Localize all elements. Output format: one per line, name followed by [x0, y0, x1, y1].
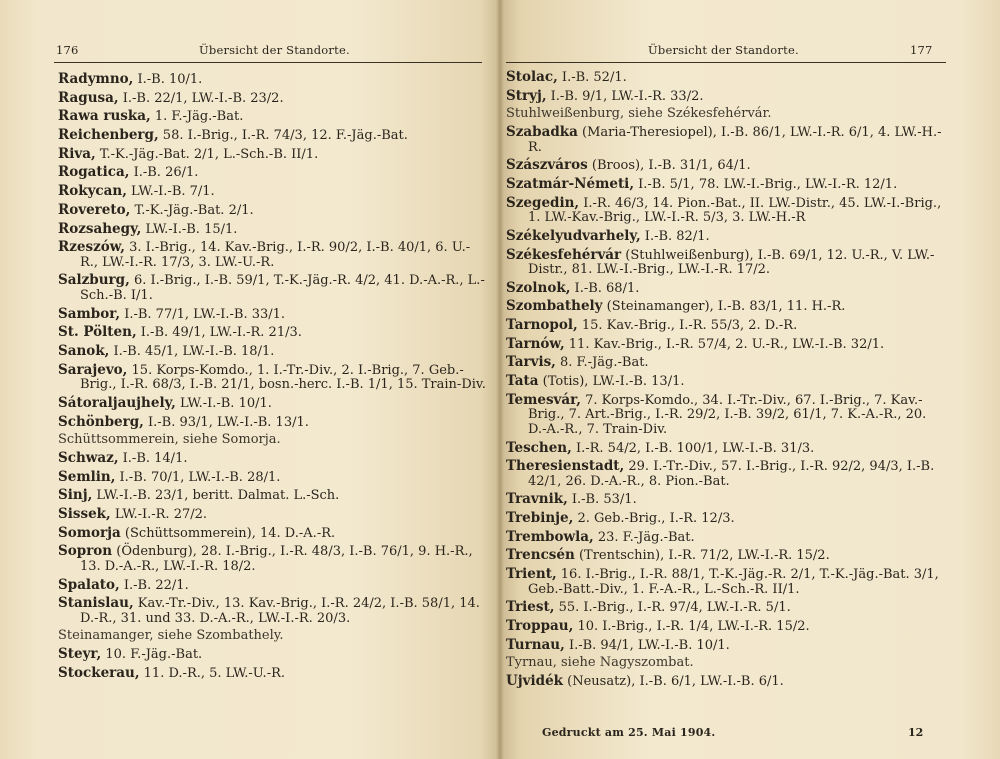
entry-place-name: Schwaz, — [58, 449, 119, 466]
entry-units: I.-B. 49/1, LW.-I.-R. 21/3. — [136, 325, 302, 341]
index-entry — [506, 459, 944, 489]
entry-units: I.-R. 46/3, 14. Pion.-Bat., II. LW.-Distr., 45. LW.-I.-Brig., 1. LW.-Kav.-Brig., LW.-I.-R. 5/3, 3. LW.-H.-R — [528, 195, 942, 226]
entry-units: 1. F.-Jäg.-Bat. — [150, 109, 244, 125]
entry-place-name: Travnik, — [506, 491, 568, 508]
entry-place-name: Riva, — [58, 145, 96, 162]
index-entry — [58, 544, 486, 574]
entry-place-name: Stryj, — [506, 87, 547, 104]
index-entry — [58, 451, 486, 467]
entry-units: 11. Kav.-Brig., I.-R. 57/4, 2. U.-R., LW.-I.-B. 32/1. — [564, 336, 885, 352]
entry-place-name: Szombathely — [506, 298, 603, 315]
entry-units: (Ödenburg), 28. I.-Brig., I.-R. 48/3, I.-B. 76/1, 9. H.-R., 13. D.-A.-R., LW.-I.-R. 18/2. — [80, 544, 473, 574]
left-header-rule — [54, 62, 482, 63]
entry-units: (Totis), LW.-I.-B. 13/1. — [538, 374, 685, 390]
entry-place-name: Reichenberg, — [58, 127, 159, 144]
index-entry — [58, 147, 486, 163]
entry-units: I.-B. 82/1. — [640, 228, 710, 244]
index-entry — [58, 578, 486, 594]
entry-place-name: Schönberg, — [58, 413, 144, 430]
index-entry — [506, 318, 944, 334]
index-entry — [506, 229, 944, 245]
entry-place-name: Steyr, — [58, 646, 102, 663]
entry-place-name: Rawa ruska, — [58, 108, 151, 125]
entry-units: Schüttsommerein, siehe Somorja. — [58, 432, 281, 448]
index-entry — [506, 656, 944, 671]
entry-units: LW.-I.-B. 10/1. — [175, 395, 272, 411]
index-entry — [506, 511, 944, 527]
entry-units: 15. Kav.-Brig., I.-R. 55/3, 2. D.-R. — [577, 318, 798, 334]
entry-place-name: Sanok, — [58, 342, 110, 359]
entry-place-name: Stolac, — [506, 69, 558, 85]
entry-units: (Maria-Theresiopel), I.-B. 86/1, LW.-I.-R. 6/1, 4. LW.-H.-R. — [528, 125, 942, 155]
index-entry — [506, 70, 944, 86]
entry-units: (Schüttsommerein), 14. D.-A.-R. — [120, 525, 336, 541]
entry-place-name: Sambor, — [58, 305, 121, 322]
index-entry — [58, 596, 486, 626]
entry-units: 3. I.-Brig., 14. Kav.-Brig., I.-R. 90/2, I.-B. 40/1, 6. U.-R., LW.-I.-R. 17/3, 3. LW.-U.-R. — [80, 240, 471, 270]
entry-units: (Broos), I.-B. 31/1, 64/1. — [587, 158, 751, 174]
entry-place-name: Szászváros — [506, 157, 588, 174]
index-entry — [506, 530, 944, 546]
entry-units: I.-B. 68/1. — [570, 280, 640, 296]
entry-units: I.-B. 45/1, LW.-I.-B. 18/1. — [109, 343, 275, 359]
entry-units: T.-K.-Jäg.-Bat. 2/1, L.-Sch.-B. II/1. — [95, 146, 319, 162]
entry-units: 23. F.-Jäg.-Bat. — [593, 529, 695, 545]
index-entry — [506, 107, 944, 122]
entry-units: I.-B. 93/1, LW.-I.-B. 13/1. — [143, 414, 309, 430]
signature-mark: 12 — [908, 726, 924, 739]
index-entry — [506, 125, 944, 155]
entry-place-name: Stanislau, — [58, 595, 134, 612]
entry-units: LW.-I.-B. 15/1. — [141, 221, 238, 237]
entry-units: I.-B. 53/1. — [567, 492, 637, 508]
entry-place-name: Tarnów, — [506, 335, 565, 352]
index-entry — [58, 363, 486, 393]
entry-units: (Steinamanger), I.-B. 83/1, 11. H.-R. — [602, 299, 846, 315]
entry-units: (Trentschin), I.-R. 71/2, LW.-I.-R. 15/2. — [574, 548, 830, 564]
entry-units: 8. F.-Jäg.-Bat. — [555, 355, 649, 371]
right-running-title: Übersicht der Standorte. — [648, 43, 799, 57]
entry-units: I.-R. 54/2, I.-B. 100/1, LW.-I.-B. 31/3. — [571, 440, 815, 456]
entry-place-name: Stockerau, — [58, 664, 140, 681]
entry-place-name: Tarvis, — [506, 354, 556, 371]
entry-place-name: Sinj, — [58, 487, 93, 504]
entry-units: 2. Geb.-Brig., I.-R. 12/3. — [573, 511, 735, 527]
index-entry — [58, 184, 486, 200]
entry-units: 7. Korps-Komdo., 34. I.-Tr.-Div., 67. I.-Brig., 7. Kav.-Brig., 7. Art.-Brig., I.-R. 29/2, I.-B. 39/2, 61/1, 7. K.-A.-R., 20. D.-A.-R., 7. Train-Div. — [528, 392, 927, 437]
entry-units: 10. F.-Jäg.-Bat. — [101, 647, 203, 663]
index-entry — [506, 638, 944, 654]
entry-place-name: Triest, — [506, 599, 555, 616]
print-date-note: Gedruckt am 25. Mai 1904. — [542, 726, 716, 739]
entry-place-name: Spalato, — [58, 576, 120, 593]
index-entry — [58, 647, 486, 663]
entry-place-name: Rogatica, — [58, 164, 130, 181]
entry-units: I.-B. 9/1, LW.-I.-R. 33/2. — [546, 88, 704, 104]
entry-place-name: Theresienstadt, — [506, 458, 625, 475]
index-entry — [58, 91, 486, 107]
entry-units: 16. I.-Brig., I.-R. 88/1, T.-K.-Jäg.-R. 2/1, T.-K.-Jäg.-Bat. 3/1, Geb.-Batt.-Div., 1. F.-A.-R., L.-Sch.-R. II/1. — [528, 567, 939, 597]
entry-place-name: Székelyudvarhely, — [506, 227, 641, 244]
index-entry — [58, 488, 486, 504]
entry-units: (Stuhlweißenburg), I.-B. 69/1, 12. U.-R., V. LW.-Distr., 81. LW.-I.-Brig., LW.-I.-R. 17/2. — [528, 247, 935, 277]
index-entry — [506, 393, 944, 438]
index-entry — [58, 203, 486, 219]
index-entry — [506, 600, 944, 616]
entry-units: I.-B. 26/1. — [129, 165, 199, 181]
entry-place-name: Székesfehérvár — [506, 246, 622, 263]
entry-units: Stuhlweißenburg, siehe Székesfehérvár. — [506, 106, 772, 122]
entry-place-name: Szegedin, — [506, 194, 580, 211]
index-entry — [506, 441, 944, 457]
entry-units: 58. I.-Brig., I.-R. 74/3, 12. F.-Jäg.-Bat. — [158, 128, 408, 144]
entry-units: I.-B. 52/1. — [557, 70, 627, 85]
index-entry — [58, 507, 486, 523]
left-page-number: 176 — [56, 43, 79, 57]
index-entry — [58, 240, 486, 270]
right-header-rule — [506, 62, 946, 63]
entry-place-name: Rovereto, — [58, 201, 131, 218]
index-entry — [58, 415, 486, 431]
entry-place-name: Rzeszów, — [58, 239, 125, 256]
left-entry-list — [58, 72, 486, 684]
entry-place-name: Sarajevo, — [58, 361, 128, 378]
index-entry — [506, 281, 944, 297]
index-entry — [58, 273, 486, 303]
entry-units: LW.-I.-B. 23/1, beritt. Dalmat. L.-Sch. — [92, 488, 340, 504]
index-entry — [58, 222, 486, 238]
index-entry — [506, 619, 944, 635]
entry-units: (Neusatz), I.-B. 6/1, LW.-I.-B. 6/1. — [563, 674, 784, 690]
index-entry — [506, 355, 944, 371]
entry-place-name: Turnau, — [506, 636, 565, 653]
index-entry — [506, 158, 944, 174]
index-entry — [58, 629, 486, 644]
entry-units: I.-B. 70/1, LW.-I.-B. 28/1. — [115, 469, 281, 485]
entry-units: I.-B. 22/1, LW.-I.-B. 23/2. — [118, 90, 284, 106]
index-entry — [58, 470, 486, 486]
entry-place-name: Trembowla, — [506, 528, 594, 545]
right-entry-list — [506, 70, 944, 693]
entry-place-name: St. Pölten, — [58, 324, 137, 341]
entry-units: 29. I.-Tr.-Div., 57. I.-Brig., I.-R. 92/2, 94/3, I.-B. 42/1, 26. D.-A.-R., 8. Pion.-Bat. — [528, 459, 935, 489]
entry-place-name: Ragusa, — [58, 89, 119, 106]
entry-place-name: Troppau, — [506, 618, 574, 634]
index-entry — [506, 248, 944, 278]
entry-units: I.-B. 14/1. — [118, 450, 188, 466]
right-page-number: 177 — [910, 43, 933, 57]
entry-units: I.-B. 22/1. — [119, 577, 189, 593]
index-entry — [58, 666, 486, 682]
entry-place-name: Temesvár, — [506, 391, 581, 408]
index-entry — [58, 109, 486, 125]
entry-units: LW.-I.-B. 7/1. — [126, 184, 215, 200]
entry-place-name: Salzburg, — [58, 272, 130, 289]
entry-place-name: Trencsén — [506, 547, 575, 564]
entry-units: I.-B. 77/1, LW.-I.-B. 33/1. — [120, 306, 286, 322]
entry-place-name: Ujvidék — [506, 673, 564, 690]
left-running-title: Übersicht der Standorte. — [199, 43, 350, 57]
entry-place-name: Rokycan, — [58, 183, 127, 200]
index-entry — [58, 396, 486, 412]
entry-units: T.-K.-Jäg.-Bat. 2/1. — [130, 202, 254, 218]
entry-place-name: Somorja — [58, 524, 121, 541]
entry-place-name: Sopron — [58, 543, 113, 560]
index-entry — [506, 196, 944, 226]
entry-place-name: Trient, — [506, 566, 557, 583]
entry-units: I.-B. 10/1. — [133, 72, 203, 87]
entry-units: I.-B. 94/1, LW.-I.-B. 10/1. — [564, 637, 730, 653]
entry-units: Tyrnau, siehe Nagyszombat. — [506, 655, 694, 671]
left-page-header — [56, 43, 480, 61]
index-entry — [506, 89, 944, 105]
index-entry — [58, 72, 486, 88]
index-entry — [506, 492, 944, 508]
index-entry — [58, 433, 486, 448]
entry-place-name: Szolnok, — [506, 279, 571, 296]
entry-place-name: Rozsahegy, — [58, 220, 142, 237]
index-entry — [58, 165, 486, 181]
entry-place-name: Teschen, — [506, 439, 572, 456]
entry-place-name: Szatmár-Németi, — [506, 175, 635, 192]
index-entry — [506, 548, 944, 564]
index-entry — [506, 299, 944, 315]
right-page — [500, 0, 1000, 759]
entry-units: I.-B. 5/1, 78. LW.-I.-Brig., LW.-I.-R. 12/1. — [634, 176, 898, 192]
entry-units: 10. I.-Brig., I.-R. 1/4, LW.-I.-R. 15/2. — [573, 619, 810, 634]
book-gutter — [496, 0, 504, 759]
right-page-header — [514, 43, 944, 61]
entry-place-name: Tarnopol, — [506, 317, 578, 334]
index-entry — [506, 374, 944, 390]
index-entry — [58, 344, 486, 360]
entry-place-name: Tata — [506, 373, 539, 390]
index-entry — [506, 177, 944, 193]
entry-place-name: Szabadka — [506, 124, 578, 141]
entry-units: 11. D.-R., 5. LW.-U.-R. — [139, 665, 286, 681]
index-entry — [506, 337, 944, 353]
index-entry — [58, 526, 486, 542]
entry-place-name: Semlin, — [58, 468, 116, 485]
entry-units: LW.-I.-R. 27/2. — [110, 506, 208, 522]
entry-units: 15. Korps-Komdo., 1. I.-Tr.-Div., 2. I.-Brig., 7. Geb.-Brig., I.-R. 68/3, I.-B. 21/1, bosn.-herc. I.-B. 1/1, 15. Train-Div. — [80, 362, 486, 393]
index-entry — [506, 567, 944, 597]
entry-units: 55. I.-Brig., I.-R. 97/4, LW.-I.-R. 5/1. — [554, 600, 791, 616]
entry-place-name: Sátoraljaujhely, — [58, 394, 176, 411]
entry-units: Kav.-Tr.-Div., 13. Kav.-Brig., I.-R. 24/2, I.-B. 58/1, 14. D.-R., 31. und 33. D.-A.-R., LW.-I.-R. 20/3. — [80, 596, 480, 626]
index-entry — [58, 325, 486, 341]
index-entry — [506, 674, 944, 690]
entry-units: Steinamanger, siehe Szombathely. — [58, 628, 284, 644]
index-entry — [58, 307, 486, 323]
entry-place-name: Trebinje, — [506, 510, 574, 527]
entry-units: 6. I.-Brig., I.-B. 59/1, T.-K.-Jäg.-R. 4/2, 41. D.-A.-R., L.-Sch.-B. I/1. — [80, 273, 485, 303]
entry-place-name: Sissek, — [58, 505, 111, 522]
entry-place-name: Radymno, — [58, 71, 134, 87]
index-entry — [58, 128, 486, 144]
